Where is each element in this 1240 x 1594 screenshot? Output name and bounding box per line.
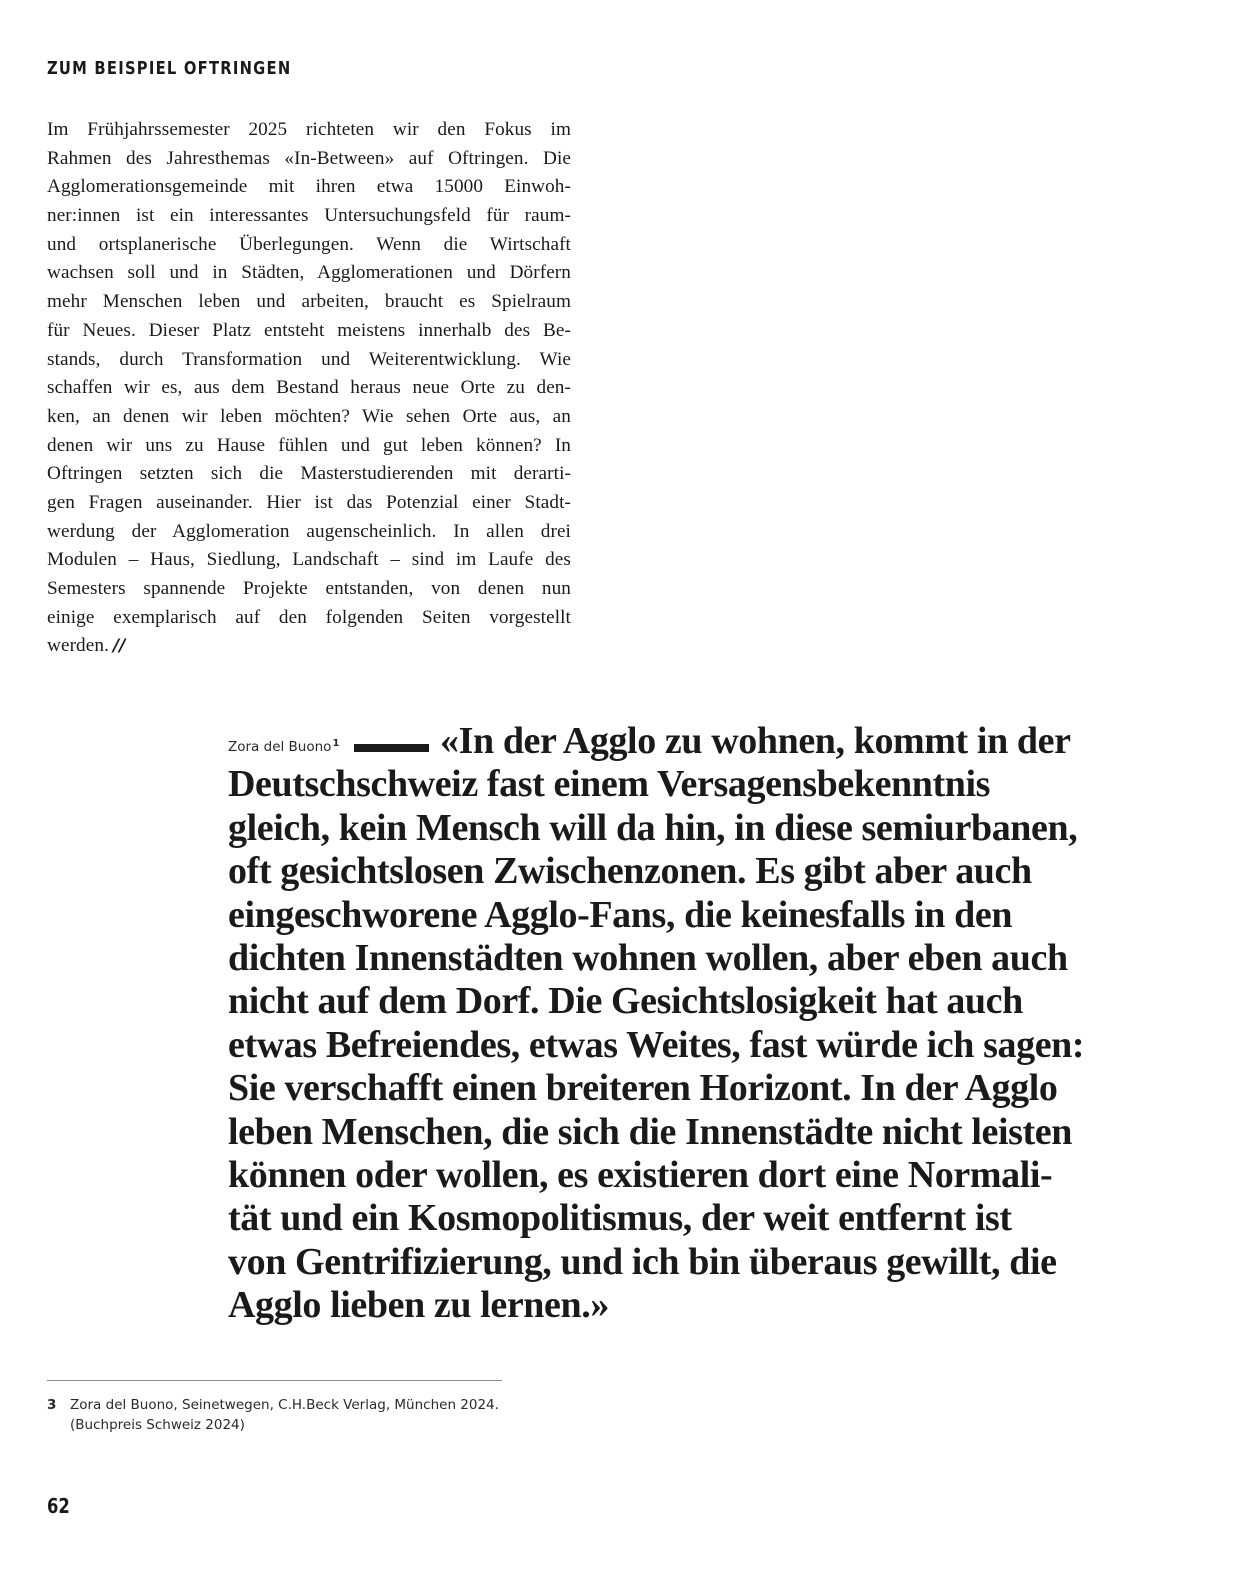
footnote-divider (47, 1380, 502, 1381)
intro-line: ner:innen ist ein interessantes Untersuchungsfeld für raum- (47, 205, 571, 227)
intro-paragraph (47, 116, 571, 661)
footnote-number: 3 (47, 1397, 57, 1413)
quote-line: Agglo lieben zu lernen.» (228, 1284, 609, 1327)
intro-line: und ortsplanerische Überlegungen. Wenn die Wirtschaft (47, 233, 571, 255)
intro-line: werden. (47, 635, 109, 657)
intro-line: werdung der Agglomeration augenscheinlich. In allen drei (47, 520, 571, 542)
intro-line: ken, an denen wir leben möchten? Wie sehen Orte aus, an (47, 405, 571, 427)
section-heading: ZUM BEISPIEL OFTRINGEN (47, 58, 292, 79)
intro-line: einige exemplarisch auf den folgenden Seiten vorgestellt (47, 606, 571, 628)
intro-line: mehr Menschen leben und arbeiten, braucht es Spielraum (47, 291, 571, 313)
footnote-reference: 1 (332, 738, 340, 749)
quote-line: oft gesichtslosen Zwischenzonen. Es gibt aber auch (228, 850, 1032, 893)
quote-line: dichten Innenstädten wohnen wollen, aber eben auch (228, 936, 1068, 979)
intro-line: Oftringen setzten sich die Masterstudierenden mit derarti- (47, 463, 571, 485)
quote-line: Deutschschweiz fast einem Versagensbekenntnis (228, 763, 991, 806)
quote-line: Sie verschafft einen breiteren Horizont. In der Agglo (228, 1067, 1058, 1110)
intro-line: Semesters spannende Projekte entstanden, von denen nun (47, 578, 571, 599)
intro-line: Im Frühjahrssemester 2025 richteten wir den Fokus im (47, 119, 571, 140)
intro-line: schaffen wir es, aus dem Bestand heraus neue Orte zu den- (47, 377, 571, 399)
intro-line: wachsen soll und in Städten, Agglomerationen und Dörfern (47, 262, 571, 284)
intro-line: denen wir uns zu Hause fühlen und gut leben können? In (47, 434, 571, 456)
intro-line: gen Fragen auseinander. Hier ist das Potenzial einer Stadt- (47, 491, 571, 513)
page-number: 62 (47, 1494, 70, 1518)
footnote-text (70, 1395, 530, 1435)
quote-line: leben Menschen, die sich die Innenstädte nicht leisten (228, 1110, 1072, 1153)
footnote-line: (Buchpreis Schweiz 2024) (70, 1417, 245, 1433)
end-mark: // (112, 636, 126, 657)
quote-line: von Gentrifizierung, und ich bin überaus gewillt, die (228, 1240, 1057, 1283)
quote-line: gleich, kein Mensch will da hin, in diese semiurbanen, (228, 806, 1078, 849)
intro-line: Modulen – Haus, Siedlung, Landschaft – sind im Laufe des (47, 549, 571, 571)
intro-line: stands, durch Transformation und Weiterentwicklung. Wie (47, 348, 571, 370)
intro-last-line (47, 632, 571, 661)
quote-line: nicht auf dem Dorf. Die Gesichtslosigkeit hat auch (228, 980, 1023, 1023)
quote-line: eingeschworene Agglo-Fans, die keinesfalls in den (228, 893, 1013, 936)
quote-line: können oder wollen, es existieren dort eine Normali- (228, 1153, 1053, 1196)
intro-line: für Neues. Dieser Platz entsteht meistens innerhalb des Be- (47, 319, 571, 341)
quote-line: tät und ein Kosmopolitismus, der weit entfernt ist (228, 1197, 1012, 1240)
intro-line: Rahmen des Jahresthemas «In-Between» auf Oftringen. Die (47, 147, 571, 169)
quote-author: Zora del Buono (228, 739, 332, 755)
quote-line: etwas Befreiendes, etwas Weites, fast würde ich sagen: (228, 1023, 1085, 1066)
footnote-line: Zora del Buono, Seinetwegen, C.H.Beck Verlag, München 2024. (70, 1397, 499, 1413)
quote-line: «In der Agglo zu wohnen, kommt in der (440, 720, 1071, 762)
intro-line: Agglomerationsgemeinde mit ihren etwa 15000 Einwoh- (47, 176, 571, 198)
pull-quote (228, 720, 1148, 1327)
